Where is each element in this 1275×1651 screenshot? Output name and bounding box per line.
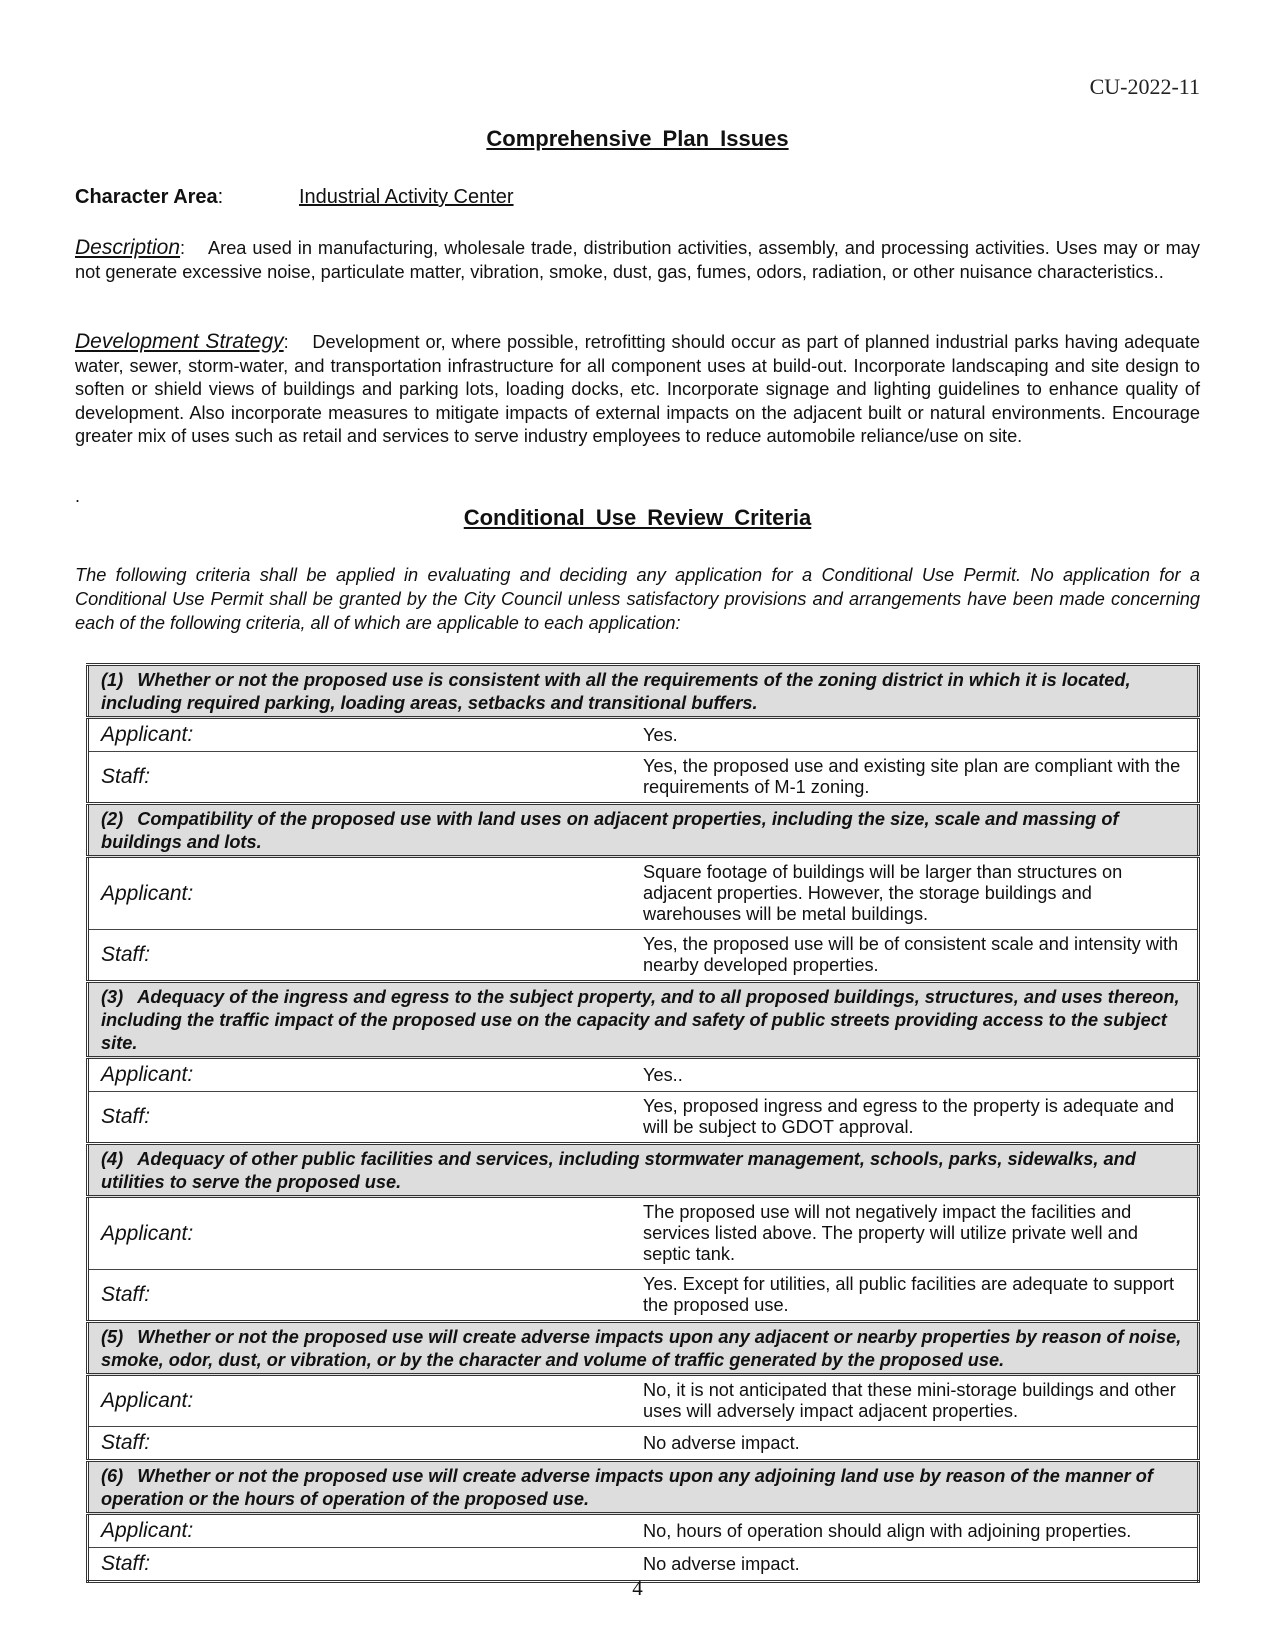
criterion-number: (1) (101, 670, 124, 690)
criterion-text: Adequacy of the ingress and egress to the subject property, and to all proposed buildings, structures, and uses thereon, including the traffic impact of the proposed use on the capacity and safety of public streets providing access to the subject site. (101, 987, 1180, 1053)
applicant-label: Applicant: (88, 857, 644, 930)
criterion-cell (88, 1322, 1199, 1375)
description-text: Area used in manufacturing, wholesale trade, distribution activities, assembly, and processing activities. Uses may or may not generate excessive noise, particulate matter, vibration, smoke, dust, gas, fumes, odors, radiation, or other nuisance characteristics.. (75, 238, 1200, 282)
applicant-label: Applicant: (88, 1197, 644, 1270)
criterion-number: (6) (101, 1466, 124, 1486)
development-strategy-paragraph: Development Strategy: Development or, where possible, retrofitting should occur as part of planned industrial parks having adequate water, sewer, storm-water, and transportation infrastructure for all component uses at build-out. Incorporate landscaping and site design to soften or shield views of buildings and parking lots, loading docks, etc. Incorporate signage and lighting guidelines to enhance quality of development. Also incorporate measures to mitigate impacts of external impacts on the adjacent built or natural environments. Encourage greater mix of uses such as retail and services to serve industry employees to reduce automobile reliance/use on site. (75, 330, 1201, 446)
character-area-label: Character Area (75, 186, 218, 208)
criterion-row (88, 982, 1199, 1058)
criterion-row (88, 1144, 1199, 1197)
criterion-number: (3) (101, 987, 124, 1007)
applicant-response: Square footage of buildings will be larger than structures on adjacent properties. However, the storage buildings and warehouses will be metal buildings. (643, 857, 1199, 930)
applicant-response: No, it is not anticipated that these mini-storage buildings and other uses will adversely impact adjacent properties. (643, 1375, 1199, 1427)
criterion-text: Compatibility of the proposed use with land uses on adjacent properties, including the size, scale and massing of buildings and lots. (101, 809, 1119, 852)
staff-response: Yes, the proposed use and existing site plan are compliant with the requirements of M-1 zoning. (643, 752, 1199, 804)
staff-response: Yes. Except for utilities, all public facilities are adequate to support the proposed use. (643, 1270, 1199, 1322)
criterion-row (88, 804, 1199, 857)
applicant-label: Applicant: (88, 718, 644, 752)
staff-response: No adverse impact. (643, 1548, 1199, 1582)
applicant-response: The proposed use will not negatively impact the facilities and services listed above. The property will utilize private well and septic tank. (643, 1197, 1199, 1270)
case-number: CU-2022-11 (1089, 74, 1200, 99)
criteria-table (86, 663, 1200, 1583)
criterion-text: Whether or not the proposed use will create adverse impacts upon any adjoining land use by reason of the manner of operation or the hours of operation of the proposed use. (101, 1466, 1153, 1509)
criterion-cell (88, 1144, 1199, 1197)
character-area-value: Industrial Activity Center (299, 186, 514, 208)
criterion-row (88, 665, 1199, 718)
applicant-response-row (88, 1514, 1199, 1548)
criterion-cell (88, 982, 1199, 1058)
applicant-response-row (88, 1058, 1199, 1092)
applicant-response: Yes.. (643, 1058, 1199, 1092)
description-label: Description (75, 236, 181, 259)
applicant-label: Applicant: (88, 1058, 644, 1092)
staff-response-row (88, 1427, 1199, 1461)
criterion-number: (5) (101, 1327, 124, 1347)
staff-label: Staff: (88, 1427, 644, 1461)
development-strategy-text: Development or, where possible, retrofitting should occur as part of planned industrial parks having adequate water, sewer, storm-water, and transportation infrastructure for all component uses at build-out. Incorporate landscaping and site design to soften or shield views of buildings and parking lots, loading docks, etc. Incorporate signage and lighting guidelines to enhance quality of development. Also incorporate measures to mitigate impacts of external impacts on the adjacent built or natural environments. Encourage greater mix of uses such as retail and services to serve industry employees to reduce automobile reliance/use on site. (75, 332, 1201, 446)
criterion-cell (88, 804, 1199, 857)
character-area-colon: : (217, 186, 224, 208)
applicant-response: No, hours of operation should align with adjoining properties. (643, 1514, 1199, 1548)
staff-response-row (88, 1092, 1199, 1144)
staff-label: Staff: (88, 1270, 644, 1322)
applicant-response-row (88, 1197, 1199, 1270)
applicant-response: Yes. (643, 718, 1199, 752)
applicant-label: Applicant: (88, 1375, 644, 1427)
review-criteria-heading: Conditional Use Review Criteria (463, 505, 812, 530)
criterion-text: Whether or not the proposed use is consistent with all the requirements of the zoning district in which it is located, including required parking, loading areas, setbacks and transitional buffers. (101, 670, 1131, 713)
stray-period: . (75, 486, 81, 506)
criterion-number: (2) (101, 809, 124, 829)
staff-response-row (88, 1270, 1199, 1322)
applicant-response-row (88, 1375, 1199, 1427)
comprehensive-plan-heading: Comprehensive Plan Issues (486, 126, 789, 151)
staff-response: Yes, proposed ingress and egress to the property is adequate and will be subject to GDOT approval. (643, 1092, 1199, 1144)
criterion-text: Adequacy of other public facilities and services, including stormwater management, schools, parks, sidewalks, and utilities to serve the proposed use. (101, 1149, 1136, 1192)
staff-response-row (88, 752, 1199, 804)
staff-label: Staff: (88, 752, 644, 804)
criterion-row (88, 1322, 1199, 1375)
criterion-cell (88, 1461, 1199, 1514)
applicant-response-row (88, 718, 1199, 752)
applicant-label: Applicant: (88, 1514, 644, 1548)
description-paragraph: Description: Area used in manufacturing, wholesale trade, distribution activities, assembly, and processing activities. Uses may or may not generate excessive noise, particulate matter, vibration, smoke, dust, gas, fumes, odors, radiation, or other nuisance characteristics.. (75, 236, 1200, 282)
staff-response: No adverse impact. (643, 1427, 1199, 1461)
criterion-cell (88, 665, 1199, 718)
staff-label: Staff: (88, 930, 644, 982)
staff-label: Staff: (88, 1548, 644, 1582)
criterion-number: (4) (101, 1149, 124, 1169)
staff-response-row (88, 930, 1199, 982)
criterion-text: Whether or not the proposed use will create adverse impacts upon any adjacent or nearby properties by reason of noise, smoke, odor, dust, or vibration, or by the character and volume of traffic generated by the proposed use. (101, 1327, 1182, 1370)
review-criteria-intro: The following criteria shall be applied in evaluating and deciding any application for a Conditional Use Permit. No application for a Conditional Use Permit shall be granted by the City Council unless satisfactory provisions and arrangements have been made concerning each of the following criteria, all of which are applicable to each application: (75, 565, 1200, 633)
criterion-row (88, 1461, 1199, 1514)
staff-label: Staff: (88, 1092, 644, 1144)
staff-response: Yes, the proposed use will be of consistent scale and intensity with nearby developed properties. (643, 930, 1199, 982)
character-area (75, 186, 514, 209)
applicant-response-row (88, 857, 1199, 930)
page-number: 4 (632, 1576, 643, 1600)
development-strategy-label: Development Strategy (75, 330, 284, 353)
